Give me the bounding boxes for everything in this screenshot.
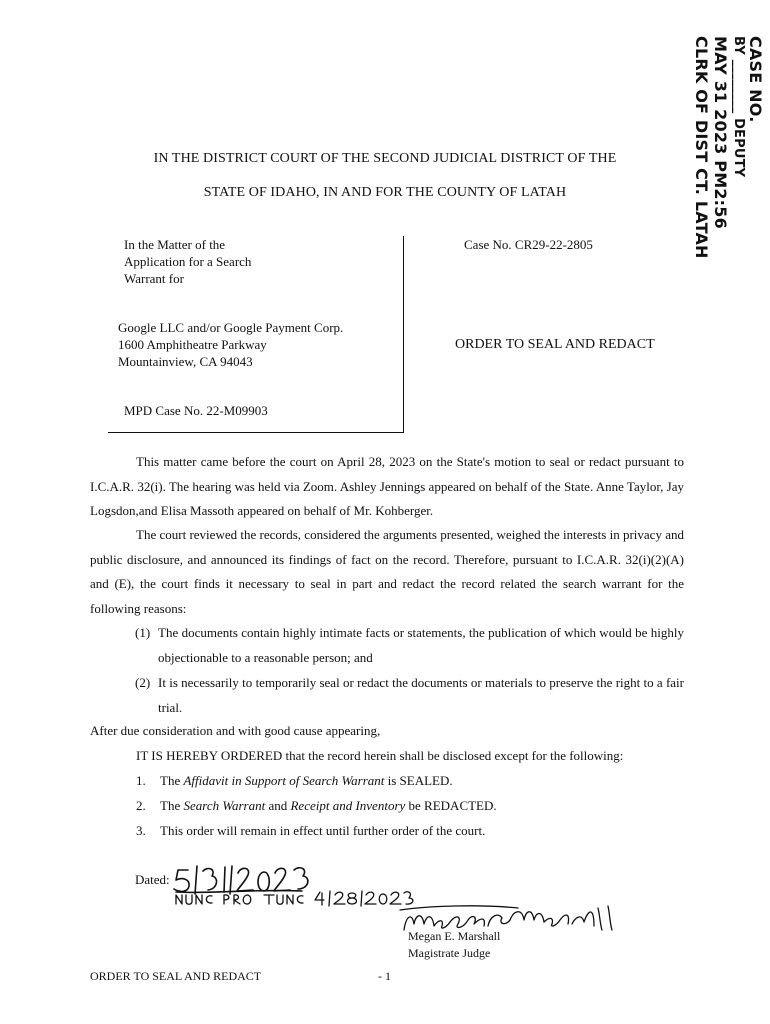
clerk-filing-stamp <box>692 36 765 259</box>
footer-page-number: - 1 <box>378 969 391 983</box>
caption-divider-vertical <box>403 236 404 433</box>
case-number: Case No. CR29-22-2805 <box>464 237 593 252</box>
caption-address: Google LLC and/or Google Payment Corp. 1600 Amphitheatre Parkway Mountainview, CA 94043 <box>118 320 344 369</box>
stamp-deputy: BY ________ DEPUTY <box>731 36 746 178</box>
judge-name: Megan E. Marshall <box>408 929 501 943</box>
dated-label: Dated: <box>135 872 170 887</box>
paragraph-after-consideration: After due consideration and with good cause appearing, <box>90 723 381 738</box>
footer-title: ORDER TO SEAL AND REDACT <box>90 969 262 983</box>
order-item-2: 2. The Search Warrant and Receipt and Inventory be REDACTED. <box>136 798 497 813</box>
court-header-line1: IN THE DISTRICT COURT OF THE SECOND JUDICIAL DISTRICT OF THE <box>153 151 617 166</box>
stamp-case-no: CASE NO. <box>746 36 765 123</box>
paragraph-findings: The court reviewed the records, considered the arguments presented, weighed the interests in privacy and public disclosure, and announced its findings of fact on the record. Therefore, pursuant to I.C.A.R. 32(i)(2)(A) and (E), the court finds it necessary to seal in part and redact the record related the search warrant for the following reasons: <box>90 527 684 616</box>
reason-item-1: (1) The documents contain highly intimate facts or statements, the publication of which would be highly objectionable to a reasonable person; and <box>135 625 684 665</box>
court-header-line2: STATE OF IDAHO, IN AND FOR THE COUNTY OF LATAH <box>203 185 567 200</box>
reason-item-2: (2) It is necessarily to temporarily seal or redact the documents or materials to preserve the right to a fair trial. <box>135 675 684 715</box>
judge-title: Magistrate Judge <box>408 946 491 960</box>
paragraph-hearing: This matter came before the court on April 28, 2023 on the State's motion to seal or redact pursuant to I.C.A.R. 32(i). The hearing was held via Zoom. Ashley Jennings appeared on behalf of the State. Anne Taylor, Jay Logsdon,and Elisa Massoth appeared on behalf of Mr. Kohberger. <box>90 454 684 518</box>
order-item-1: 1. The Affidavit in Support of Search Warrant is SEALED. <box>136 773 453 788</box>
mpd-case-number: MPD Case No. 22-M09903 <box>124 403 268 418</box>
stamp-date-time: MAY 31 2023 PM2:56 <box>711 36 730 229</box>
stamp-clerk: CLRK OF DIST CT. LATAH <box>692 36 711 259</box>
handwritten-date <box>170 858 440 908</box>
caption-divider-horizontal <box>108 432 404 433</box>
caption-matter: In the Matter of the Application for a Search Warrant for <box>124 237 252 286</box>
paragraph-ordered: IT IS HEREBY ORDERED that the record herein shall be disclosed except for the following: <box>136 748 624 763</box>
order-item-3: 3. This order will remain in effect until further order of the court. <box>136 823 486 838</box>
document-title: ORDER TO SEAL AND REDACT <box>455 337 655 352</box>
